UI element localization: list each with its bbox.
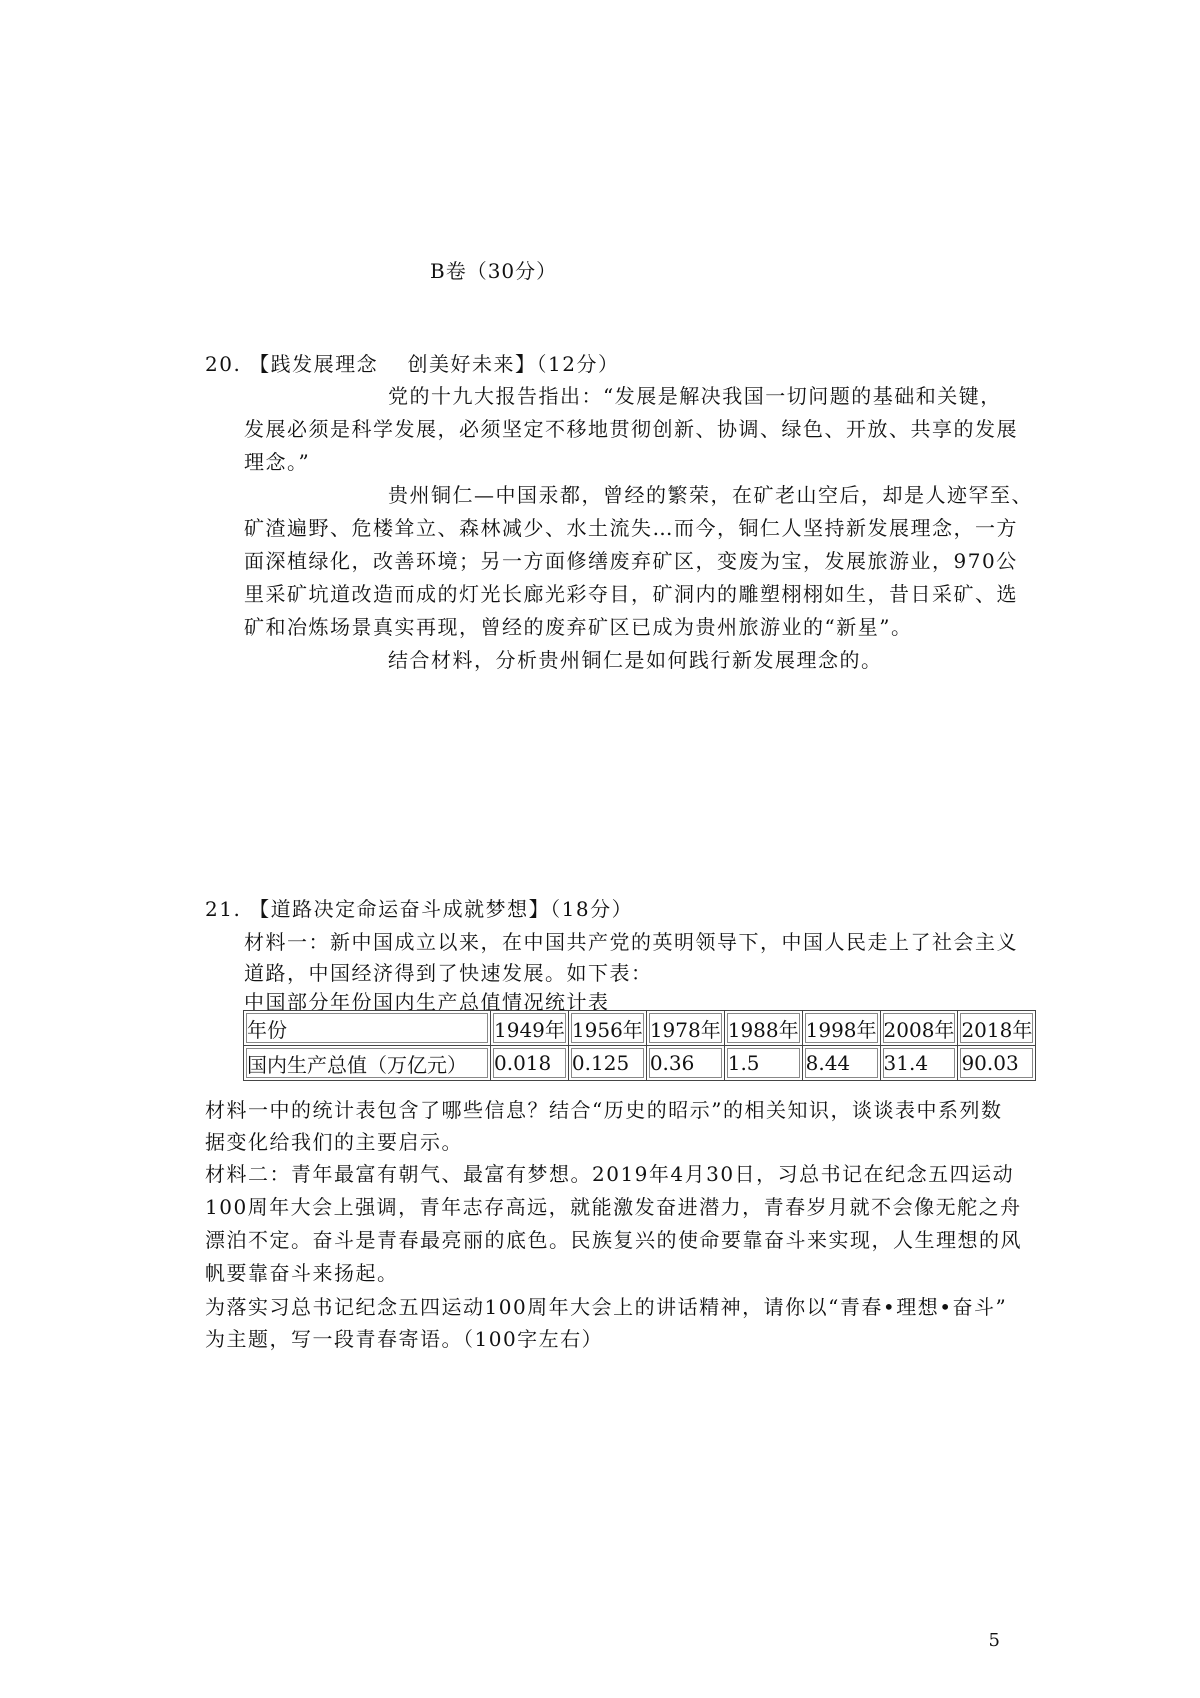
q20-line-5: 矿渣遍野、危楼耸立、森林减少、水土流失…而今，铜仁人坚持新发展理念，一方 — [244, 516, 1018, 540]
q20-line-1: 党的十九大报告指出：“发展是解决我国一切问题的基础和关键， — [388, 384, 1002, 408]
table-cell: 1998年 — [802, 1011, 880, 1046]
section-title: B卷（30分） — [430, 259, 558, 283]
q20-line-6: 面深植绿化，改善环境；另一方面修缮废弃矿区，变废为宝，发展旅游业，970公 — [244, 549, 1018, 573]
table-cell: 0.125 — [568, 1046, 646, 1081]
q20-heading: 20. 【践发展理念 创美好未来】（12分） — [205, 352, 620, 376]
q21-material2-line-4: 帆要靠奋斗来扬起。 — [205, 1261, 399, 1285]
gdp-table — [243, 1010, 1036, 1081]
table-cell: 8.44 — [802, 1046, 880, 1081]
q21-question2-line-1: 为落实习总书记纪念五四运动100周年大会上的讲话精神，请你以“青春•理想•奋斗” — [205, 1295, 1008, 1319]
q21-question2-line-2: 为主题，写一段青春寄语。（100字左右） — [205, 1327, 604, 1351]
page-number: 5 — [988, 1630, 1000, 1651]
table-cell: 1.5 — [724, 1046, 802, 1081]
q21-question1-line-2: 据变化给我们的主要启示。 — [205, 1130, 463, 1154]
table-header-row — [244, 1011, 1036, 1046]
table-cell: 1956年 — [568, 1011, 646, 1046]
table-cell: 1978年 — [646, 1011, 724, 1046]
q20-line-7: 里采矿坑道改造而成的灯光长廊光彩夺目，矿洞内的雕塑栩栩如生，昔日采矿、选 — [244, 582, 1018, 606]
q21-material1-line-2: 道路，中国经济得到了快速发展。如下表： — [244, 961, 653, 985]
q20-line-3: 理念。” — [244, 450, 311, 474]
q21-material1-line-1: 材料一：新中国成立以来，在中国共产党的英明领导下，中国人民走上了社会主义 — [244, 930, 1018, 954]
q20-prompt: 结合材料，分析贵州铜仁是如何践行新发展理念的。 — [388, 648, 883, 672]
table-cell: 0.018 — [491, 1046, 569, 1081]
table-cell: 31.4 — [880, 1046, 958, 1081]
table-row — [244, 1046, 1036, 1081]
table-cell: 年份 — [244, 1011, 491, 1046]
q20-line-4: 贵州铜仁—中国汞都，曾经的繁荣，在矿老山空后，却是人迹罕至、 — [388, 483, 1033, 507]
q21-heading: 21. 【道路决定命运奋斗成就梦想】（18分） — [205, 897, 634, 921]
table-cell: 2018年 — [958, 1011, 1036, 1046]
q21-question1-line-1: 材料一中的统计表包含了哪些信息？结合“历史的昭示”的相关知识，谈谈表中系列数 — [205, 1098, 1003, 1122]
q21-material2-line-1: 材料二：青年最富有朝气、最富有梦想。2019年4月30日，习总书记在纪念五四运动 — [205, 1162, 1015, 1186]
table-cell: 90.03 — [958, 1046, 1036, 1081]
q21-material2-line-3: 漂泊不定。奋斗是青春最亮丽的底色。民族复兴的使命要靠奋斗来实现，人生理想的风 — [205, 1228, 1022, 1252]
table-cell: 1949年 — [491, 1011, 569, 1046]
q20-line-2: 发展必须是科学发展，必须坚定不移地贯彻创新、协调、绿色、开放、共享的发展 — [244, 417, 1018, 441]
q21-material2-line-2: 100周年大会上强调，青年志存高远，就能激发奋进潜力，青春岁月就不会像无舵之舟 — [205, 1195, 1022, 1219]
q20-line-8: 矿和冶炼场景真实再现，曾经的废弃矿区已成为贵州旅游业的“新星”。 — [244, 615, 913, 639]
table-caption: 中国部分年份国内生产总值情况统计表 — [244, 990, 610, 1014]
table-cell: 国内生产总值（万亿元） — [244, 1046, 491, 1081]
table-cell: 0.36 — [646, 1046, 724, 1081]
table-cell: 1988年 — [724, 1011, 802, 1046]
table-cell: 2008年 — [880, 1011, 958, 1046]
